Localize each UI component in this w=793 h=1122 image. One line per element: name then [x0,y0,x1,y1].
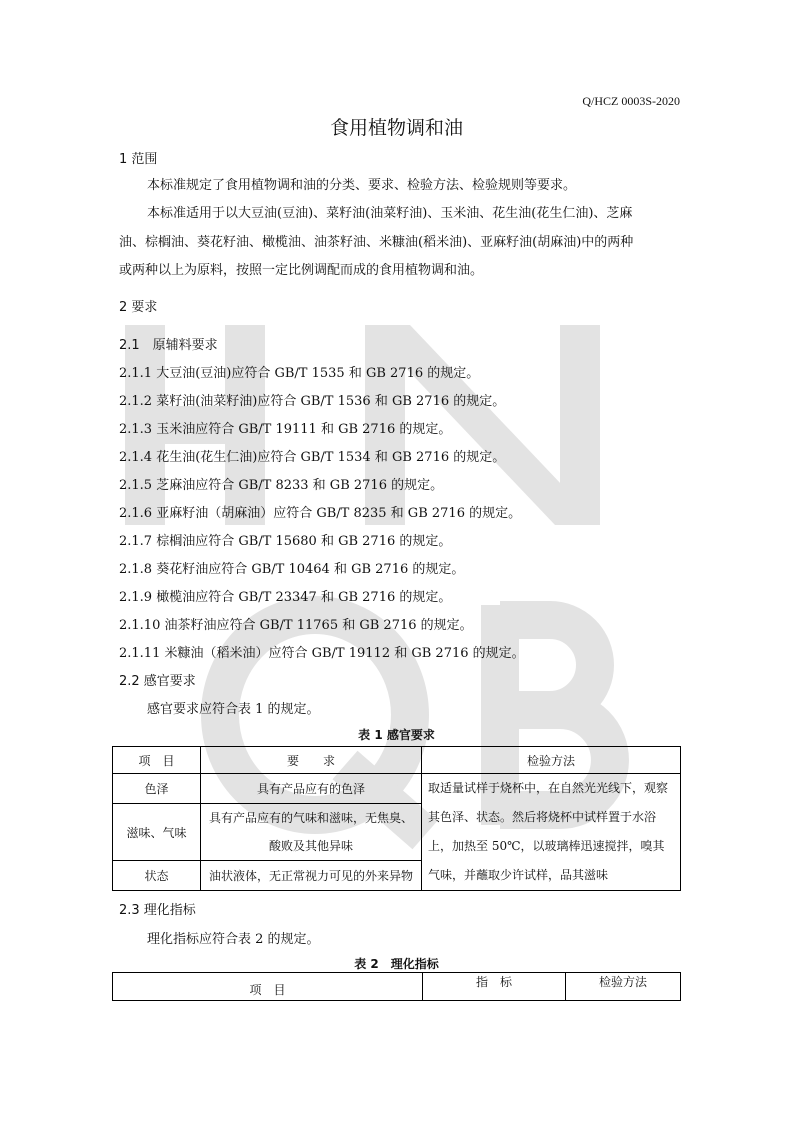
raw-material-requirement-item: 2.1.5 芝麻油应符合 GB/T 8233 和 GB 2716 的规定。 [119,478,444,493]
table-header: 检验方法 [566,973,681,1001]
table-cell: 状态 [113,861,201,891]
table-2-caption: 表 2 理化指标 [354,957,439,971]
raw-material-requirement-item: 2.1.8 葵花籽油应符合 GB/T 10464 和 GB 2716 的规定。 [119,562,465,577]
table-header: 指 标 [423,973,566,1001]
table-cell: 滋味、气味 [113,804,201,861]
raw-material-requirement-item: 2.1.4 花生油(花生仁油)应符合 GB/T 1534 和 GB 2716 的规定。 [119,450,506,465]
section-2-1-heading: 2.1 原辅料要求 [119,338,218,353]
scope-paragraph-2-line: 油、棕榈油、葵花籽油、橄榄油、油茶籽油、米糠油(稻米油)、亚麻籽油(胡麻油)中的两种 [119,235,634,250]
physicochemical-table [112,972,681,1001]
raw-material-requirement-item: 2.1.9 橄榄油应符合 GB/T 23347 和 GB 2716 的规定。 [119,590,452,605]
table-cell-method: 取适量试样于烧杯中，在自然光光线下，观察其色泽、状态。然后将烧杯中试样置于水浴上，加热至 50℃，以玻璃棒迅速搅拌，嗅其气味，并蘸取少许试样，品其滋味 [422,774,681,891]
raw-material-requirement-item: 2.1.11 米糠油（稻米油）应符合 GB/T 19112 和 GB 2716 的规定。 [119,646,525,661]
scope-paragraph-2-line: 或两种以上为原料，按照一定比例调配而成的食用植物调和油。 [119,263,484,278]
section-2-3-text: 理化指标应符合表 2 的规定。 [147,932,320,947]
raw-material-requirement-item: 2.1.1 大豆油(豆油)应符合 GB/T 1535 和 GB 2716 的规定。 [119,366,480,381]
section-2-2-heading: 2.2 感官要求 [119,674,196,689]
raw-material-requirement-item: 2.1.10 油茶籽油应符合 GB/T 11765 和 GB 2716 的规定。 [119,618,473,633]
section-2-heading: 2 要求 [119,300,158,315]
raw-material-requirement-item: 2.1.3 玉米油应符合 GB/T 19111 和 GB 2716 的规定。 [119,422,452,437]
raw-material-requirement-item: 2.1.2 菜籽油(油菜籽油)应符合 GB/T 1536 和 GB 2716 的规定。 [119,394,506,409]
table-cell: 具有产品应有的色泽 [201,774,422,804]
table-header: 检验方法 [422,747,681,774]
table-header: 项 目 [113,747,201,774]
scope-paragraph-2-line: 本标准适用于以大豆油(豆油)、菜籽油(油菜籽油)、玉米油、花生油(花生仁油)、芝麻 [147,206,633,221]
table-1-caption: 表 1 感官要求 [358,728,435,742]
section-2-3-heading: 2.3 理化指标 [119,903,196,918]
document-code: Q/HCZ 0003S-2020 [582,94,680,108]
table-cell: 具有产品应有的气味和滋味，无焦臭、酸败及其他异味 [201,804,422,861]
table-cell: 油状液体，无正常视力可见的外来异物 [201,861,422,891]
section-1-heading: 1 范围 [119,152,158,167]
raw-material-requirement-item: 2.1.6 亚麻籽油（胡麻油）应符合 GB/T 8235 和 GB 2716 的规定。 [119,506,522,521]
scope-paragraph-1: 本标准规定了食用植物调和油的分类、要求、检验方法、检验规则等要求。 [147,178,577,193]
section-2-2-text: 感官要求应符合表 1 的规定。 [147,702,320,717]
sensory-table [112,746,681,891]
table-cell: 色泽 [113,774,201,804]
raw-material-requirement-item: 2.1.7 棕榈油应符合 GB/T 15680 和 GB 2716 的规定。 [119,534,452,549]
table-header: 项 目 [113,973,423,1001]
document-title: 食用植物调和油 [329,117,463,139]
table-header: 要 求 [201,747,422,774]
